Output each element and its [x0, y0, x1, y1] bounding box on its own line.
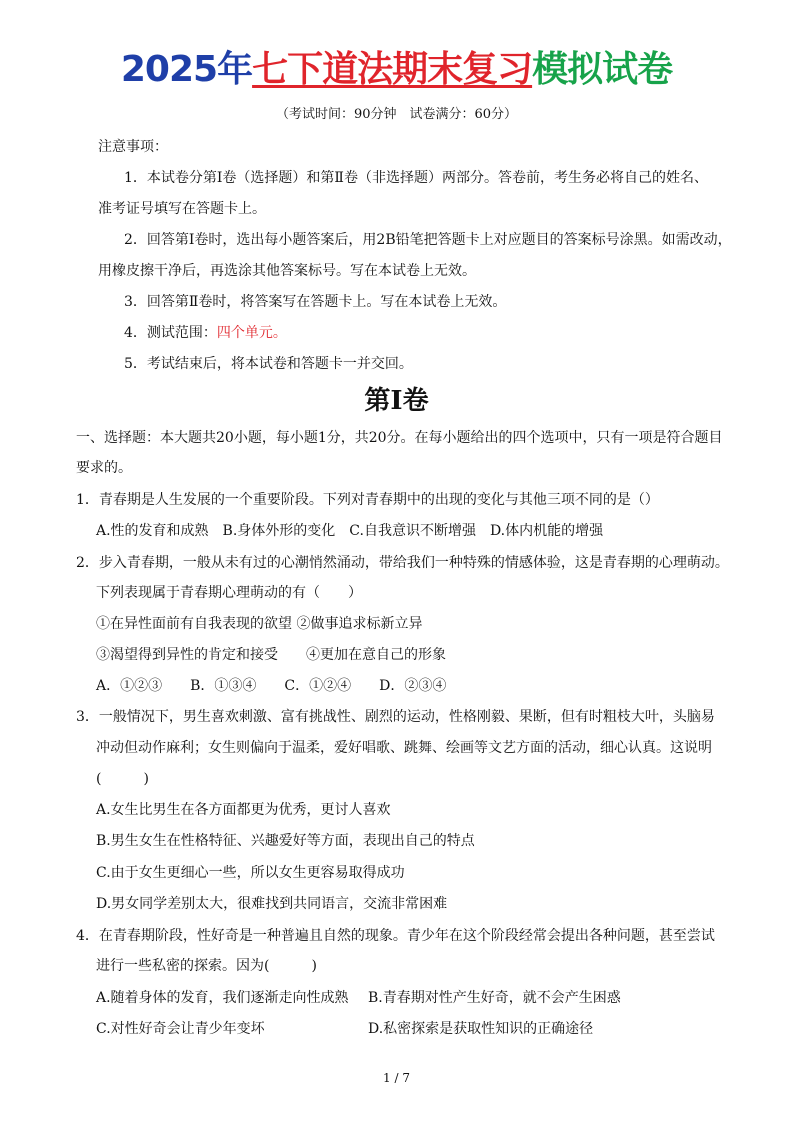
page-number: 1 / 7 [383, 1071, 410, 1085]
question-3-stem-cont: 冲动但动作麻利；女生则偏向于温柔，爱好唱歌、跳舞、绘画等文艺方面的活动，细心认真。这说明 [96, 740, 712, 756]
title-suffix: 模拟试卷 [532, 49, 673, 90]
question-4-option-c: C.对性好奇会让青少年变坏 [96, 1021, 265, 1037]
question-4-stem-cont: 进行一些私密的探索。因为( ) [96, 958, 317, 974]
question-3-option-a: A.女生比男生在各方面都更为优秀，更讨人喜欢 [96, 802, 391, 818]
question-4-option-a: A.随着身体的发育，我们逐渐走向性成熟 [96, 990, 349, 1006]
question-2-stem: 2．步入青春期，一般从未有过的心潮悄然涌动，带给我们一种特殊的情感体验，这是青春期的心理萌动。 [76, 555, 729, 571]
notice-item-4-value: 四个单元。 [216, 325, 287, 341]
notice-item-1-cont: 准考证号填写在答题卡上。 [98, 201, 266, 217]
question-3-option-b: B.男生女生在性格特征、兴趣爱好等方面，表现出自己的特点 [96, 833, 475, 849]
question-4-option-b: B.青春期对性产生好奇，就不会产生困惑 [368, 990, 621, 1006]
question-3-option-c: C.由于女生更细心一些，所以女生更容易取得成功 [96, 865, 405, 881]
question-1-options: A.性的发育和成熟 B.身体外形的变化 C.自我意识不断增强 D.体内机能的增强 [96, 523, 604, 539]
notice-item-5: 5．考试结束后，将本试卷和答题卡一并交回。 [124, 356, 413, 372]
question-1-stem: 1．青春期是人生发展的一个重要阶段。下列对青春期中的出现的变化与其他三项不同的是（） [76, 492, 659, 508]
question-4-stem: 4．在青春期阶段，性好奇是一种普遍且自然的现象。青少年在这个阶段经常会提出各种问题，甚至尝试 [76, 928, 715, 944]
question-2-statements-1: ①在异性面前有自我表现的欲望 ②做事追求标新立异 [96, 616, 423, 632]
question-2-statements-2: ③渴望得到异性的肯定和接受 ④更加在意自己的形象 [96, 647, 446, 663]
question-3-blank: ( ) [96, 771, 149, 787]
notice-item-4 [124, 323, 287, 343]
question-3-option-d: D.男女同学差别太大，很难找到共同语言，交流非常困难 [96, 896, 448, 912]
notice-item-1: 1．本试卷分第Ⅰ卷（选择题）和第Ⅱ卷（非选择题）两部分。答卷前，考生务必将自己的姓名、 [124, 170, 708, 186]
title-subject: 七下道法期末复习 [252, 49, 533, 90]
question-3-stem: 3．一般情况下，男生喜欢刺激、富有挑战性、剧烈的运动，性格刚毅、果断，但有时粗枝大叶，头脑易 [76, 709, 715, 725]
question-4-option-d: D.私密探索是获取性知识的正确途径 [368, 1021, 594, 1037]
title-year: 2025年 [120, 49, 253, 90]
notice-item-2: 2．回答第Ⅰ卷时，选出每小题答案后，用2B铅笔把答题卡上对应题目的答案标号涂黑。如需改动， [124, 232, 732, 248]
question-2-stem-cont: 下列表现属于青春期心理萌动的有（ ） [96, 585, 362, 601]
question-2-options: A．①②③ B．①③④ C．①②④ D．②③④ [96, 678, 447, 694]
notice-heading: 注意事项： [98, 139, 168, 155]
exam-info: （考试时间：90分钟 试卷满分：60分） [275, 107, 518, 122]
exam-title [0, 46, 793, 94]
notice-item-4-label: 4．测试范围： [124, 325, 217, 341]
part-intro-cont: 要求的。 [76, 460, 132, 476]
part-intro: 一、选择题：本大题共20小题，每小题1分，共20分。在每小题给出的四个选项中，只有一项是符合题目 [76, 430, 723, 446]
section-title: 第Ⅰ卷 [364, 386, 429, 416]
notice-item-3: 3．回答第Ⅱ卷时，将答案写在答题卡上。写在本试卷上无效。 [124, 294, 507, 310]
notice-item-2-cont: 用橡皮擦干净后，再选涂其他答案标号。写在本试卷上无效。 [98, 263, 476, 279]
